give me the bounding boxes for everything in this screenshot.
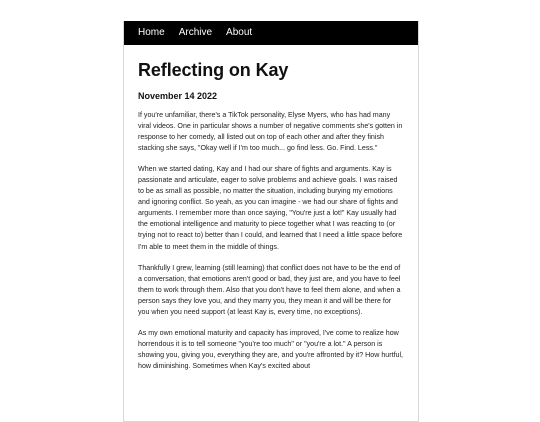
article	[124, 59, 418, 372]
article-title: Reflecting on Kay	[138, 60, 289, 80]
article-date: November 14 2022	[138, 91, 218, 101]
top-nav	[124, 21, 418, 45]
nav-about-link[interactable]: About	[226, 27, 253, 38]
article-paragraph: If you're unfamiliar, there's a TikTok personality, Elyse Myers, who has had many viral videos. One in particular shows a number of negative comments she's gotten in response to her comedy, all listed out on top of each other and after they finish stacking she says, "Okay well if I'm too much... go find less. Go. Find. Less."	[138, 111, 403, 153]
page-frame	[123, 21, 419, 422]
article-paragraph: As my own emotional maturity and capacity has improved, I've come to realize how horrendous it is to tell someone "you're too much" or "you're a lot." A person is showing you, giving you, everything they are, and you're affronted by it? How hurtful, how diminishing. Sometimes when Kay's excited about	[138, 328, 404, 370]
article-paragraph: Thankfully I grew, learning (still learning) that conflict does not have to be the end of a conversation, that emotions aren't good or bad, they just are, and you have to feel them to work through them. Also that you don't have to feel them alone, and when a person says they love you, and they marry you, they mean it and will be there for you when you need support (at least Kay is, every time, no exceptions).	[138, 263, 401, 316]
nav-home-link[interactable]: Home	[138, 27, 165, 38]
article-paragraph: When we started dating, Kay and I had our share of fights and arguments. Kay is passionate and articulate, eager to solve problems and achieve goals. I was raised to be as small as possible, no matter the situation, including burying my emotions and ignoring conflict. So yeah, as you can imagine - we had our share of fights and arguments. I remember more than once saying, "You're just a lot!" Kay usually had the emotional intelligence and maturity to piece together what I was reacting to (or trying not to react to) better than I could, and learned that I need a little space before I'm able to meet them in the middle of things.	[138, 165, 403, 251]
nav-archive-link[interactable]: Archive	[178, 27, 213, 38]
